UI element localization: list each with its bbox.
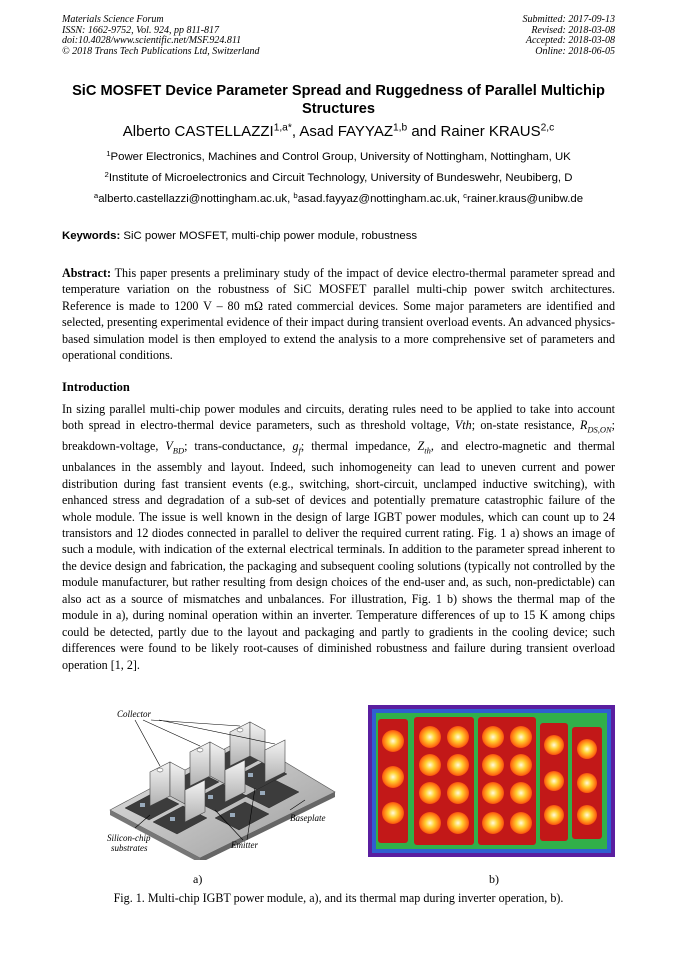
keywords — [62, 229, 417, 244]
email-address[interactable]: alberto.castellazzi@nottingham.ac.uk, — [98, 193, 294, 205]
symbol-subscript: BD — [172, 445, 185, 456]
symbol-subscript: f — [298, 445, 301, 456]
email-line — [62, 192, 615, 207]
symbol-subscript: DS,ON — [587, 424, 612, 435]
journal-copyright: © 2018 Trans Tech Publications Ltd, Switzerland — [62, 45, 260, 57]
symbol-base: R — [580, 418, 588, 433]
intro-text: ; thermal impedance, — [300, 439, 418, 454]
section-heading-introduction: Introduction — [62, 380, 130, 394]
date-online: Online: 2018-06-05 — [535, 45, 615, 57]
email-marker: a — [93, 190, 99, 200]
symbol-zth — [417, 439, 431, 456]
label-substrates-line2: substrates — [111, 843, 148, 853]
thermal-map-image — [368, 705, 615, 857]
affiliation-text: Power Electronics, Machines and Control Group, University of Nottingham, Nottingham, UK — [110, 151, 571, 163]
abstract-text: This paper presents a preliminary study of the impact of device electro-thermal parameter spread and temperature variation on the robustness of SiC MOSFET parallel multi-chip power switch architectures. Reference is made to 1200 V – 80 mΩ rated commercial devices. Some major parameters are identified and selected, presenting experimental evidence of their impact during transient overload events. An advanced physics-based simulation model is then employed to extend the analysis to a more comprehensive set of parameters and operational conditions. — [62, 266, 615, 363]
email-marker: b — [293, 190, 298, 200]
journal-info — [62, 15, 260, 57]
author-name: Alberto CASTELLAZZI — [122, 123, 274, 140]
date-revised: Revised: 2018-03-08 — [531, 24, 615, 36]
symbol-vth: Vth — [454, 418, 472, 433]
affiliation-1 — [62, 150, 615, 165]
date-accepted: Accepted: 2018-03-08 — [525, 35, 615, 47]
email-address[interactable]: asad.fayyaz@nottingham.ac.uk, — [297, 193, 464, 205]
subfigure-label-b: b) — [489, 872, 499, 886]
intro-text: , and electro-magnetic and thermal unbalances in the assembly and layout. Indeed, such inhomogeneity can lead to uneven current and power distribution during fast transient events (e.g., switching, short-circuit, unclamped inductive switching), with enhanced stress and degradation of a sub-set of devices and potentially premature catastrophic failure of the whole module. The issue is well known in the design of large IGBT power modules, which can count up to 24 transistors and 12 diodes connected in parallel to deliver the required current rating. Fig. 1 a) shows an image of such a module, with indication of the external electrical terminals. In addition to the parameter spread inherent to the device design and fabrication, the packaging and subsequent cooling solutions (typically not controlled by the module manufacturer, but rather resulting from design choices of the end-user and, as such, non-predictable) can also act as a source of mismatches and unbalances. For illustration, Fig. 1 b) shows the thermal map of the module in a), during nominal operation within an inverter. Temperature differences of up to 15 K among chips could be detected, partly due to the layout and packaging and partly to gradients in the cooling device; such differences were found to be likely root-causes of diminished robustness and failure during transient overload operation [1, 2]. — [62, 439, 616, 672]
label-baseplate: Baseplate — [290, 813, 326, 823]
keywords-label: Keywords: — [62, 230, 121, 242]
abstract-label: Abstract: — [62, 266, 112, 280]
module-illustration — [95, 700, 345, 860]
author-name: Asad FAYYAZ — [299, 123, 393, 140]
intro-text: ; on-state resistance, — [471, 418, 580, 433]
symbol-subscript: th — [424, 445, 431, 456]
intro-text: ; breakdown-voltage, — [62, 418, 615, 454]
affiliation-marker: 2 — [104, 169, 109, 179]
paper-title: SiC MOSFET Device Parameter Spread and Ruggedness of Parallel Multichip Structures — [72, 83, 605, 117]
journal-doi: doi:10.4028/www.scientific.net/MSF.924.811 — [62, 35, 242, 47]
symbol-gf — [292, 439, 301, 456]
symbol-base: g — [292, 439, 299, 454]
author-separator: and — [407, 123, 441, 140]
symbol-vbd — [165, 439, 185, 456]
introduction-paragraph — [62, 401, 615, 673]
symbol-base: Z — [417, 439, 425, 454]
keywords-text: SiC power MOSFET, multi-chip power module, robustness — [120, 230, 418, 242]
affiliation-2 — [62, 171, 615, 186]
subfigure-label-a: a) — [193, 872, 203, 886]
author-affiliation-marker: 2,c — [540, 122, 555, 134]
label-emitter: Emitter — [231, 840, 258, 850]
affiliation-text: Institute of Microelectronics and Circuit Technology, University of Bundeswehr, Neubiberg, D — [108, 172, 573, 184]
label-substrates-line1: Silicon-chip — [107, 833, 151, 843]
author-affiliation-marker: 1,a* — [273, 122, 292, 134]
author-separator: , — [291, 123, 300, 140]
figure-caption: Fig. 1. Multi-chip IGBT power module, a), and its thermal map during inverter operation, b). — [113, 891, 564, 905]
author-name: Rainer KRAUS — [440, 123, 541, 140]
author-affiliation-marker: 1,b — [393, 122, 408, 134]
intro-text: In sizing parallel multi-chip power modules and circuits, derating rules need to be applied to take into account both spread in electro-thermal device parameters, such as threshold voltage, — [62, 402, 615, 433]
date-submitted: Submitted: 2017-09-13 — [522, 14, 615, 25]
intro-text: ; trans-conductance, — [184, 439, 293, 454]
symbol-base: V — [165, 439, 173, 454]
author-list — [62, 122, 615, 142]
email-address[interactable]: rainer.kraus@unibw.de — [467, 193, 584, 205]
submission-dates — [523, 15, 616, 57]
symbol-rdson — [580, 418, 612, 435]
affiliation-marker: 1 — [106, 148, 111, 158]
email-marker: c — [463, 190, 468, 200]
label-collector: Collector — [117, 709, 151, 719]
abstract — [62, 265, 615, 364]
journal-name: Materials Science Forum — [62, 14, 164, 25]
journal-issn: ISSN: 1662-9752, Vol. 924, pp 811-817 — [62, 24, 220, 36]
